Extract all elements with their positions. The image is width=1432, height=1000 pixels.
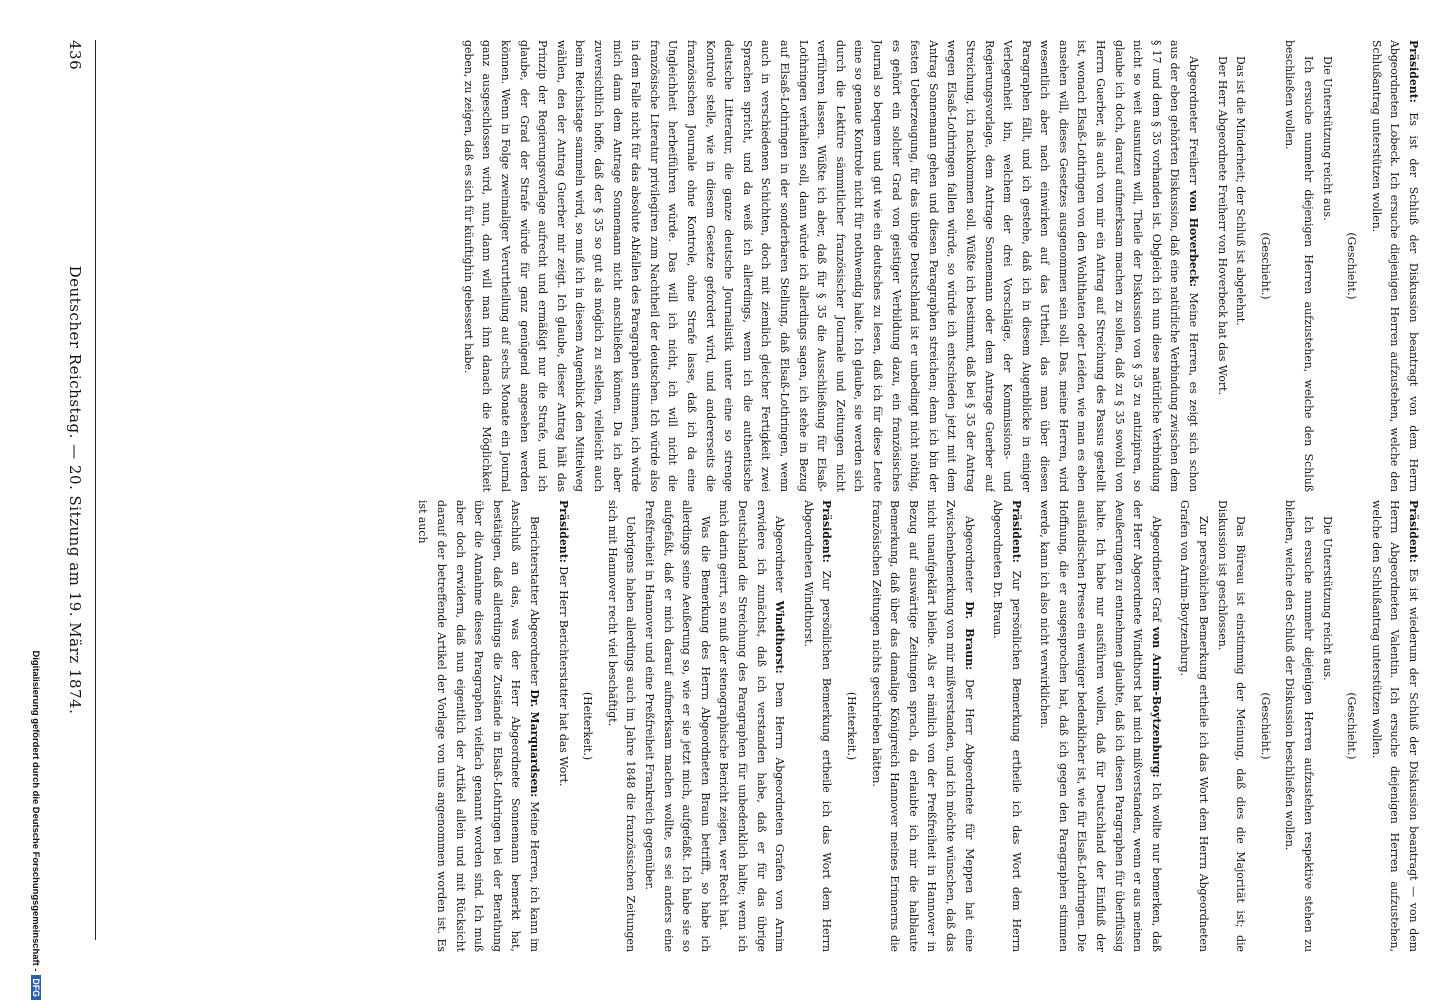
speech-text: Das Büreau ist einstimmig der Meinung, daß dies die Majorität ist; die Diskussion ist geschlossen. — [1215, 500, 1248, 952]
speech-text: Zur persönlichen Bemerkung ertheile ich das Wort dem Herrn Abgeordneten Windthorst. — [801, 500, 834, 952]
speech-paragraph — [798, 500, 835, 952]
speaker-title: Abgeordneter Graf — [1149, 516, 1163, 622]
speaker-title: Abgeordneter Freiherr — [1187, 56, 1201, 185]
speech-text: Das ist die Minderheit; der Schluß ist abgelehnt. — [1234, 56, 1248, 326]
speaker-name: Präsident: — [820, 500, 834, 563]
speaker-name: Dr. Braun: — [962, 601, 976, 671]
rotated-page-scan — [22, 0, 1432, 1000]
speech-text: Meine Herren, es zeigt sich schon aus der eben gehörten Diskussion, daß eine natürliche Verbindung zwischen dem § 17 und dem § 35 vorhanden ist. Obgleich ich nun diese natürliche Verbindung nicht so weit ausnutzen will, Theile der Diskussion von § 35 zu antizipiren, so glaube ich doch, darauf aufmerksam machen zu sollen, daß zu § 35 sowohl von Herrn Guerber, als auch von mir ein Antrag auf Streichung des Passus gestellt ist, wonach Elsaß-Lothringen von den Wohlthaten oder Leiden, wie man es eben ansehen will, dieses Gesetzes ausgenommen sein soll. Das, meine Herren, wird wesentlich aber nach einwirken auf das Urtheil, das man über diesen Paragraphen fällt, und ich gestehe, daß ich in diesem Augenblicke in einiger Verlegenheit bin, welchem der drei Vorschläge, der Kommissions- und Regierungsvorlage, dem Antrage Sonnemann oder dem Antrage Guerber auf Streichung, ich nachkommen soll. Wüßte ich bestimmt, daß bei § 35 der Antrag wegen Elsaß-Lothringen fallen würde, so würde ich entschieden jetzt mit dem Antrag Sonnemann gehen und diesen Paragraphen streichen; denn ich bin der festen Ueberzeugung, für das übrige Deutschland ist er unbedingt nicht nöthig, es gehört ein solcher Grad von geistiger Verbildung dazu, ein französisches Journal so bequem und gut wie ein deutsches zu lesen, daß ich für diese Leute eine so genaue Kontrole nicht für nothwendig halte. Ich glaube, sie werden sich durch die Lektüre sämmtlicher französischer Journale und Zeitungen nicht verführen lassen. Wüßte ich aber, daß für § 35 die Ausschließung für Elsaß-Lothringen verhalten soll, dann würde ich allerdings sagen, ich stehe in Bezug auf Elsaß-Lothringen in der sonderbaren Stellung, daß Elsaß-Lothringen, wenn auch in verschiedenen Schichten, doch mit ziemlich gleicher Fertigkeit zwei Sprachen spricht, und da weiß ich allerdings, wenn ich die authentische deutsche Litteratur, die ganze deutsche Journalistik unter eine so strenge Kontrole stelle, wie in diesem Gesetze gefordert wird, und andererseits die französischen Journale ohne Kontrole, ohne Strafe lasse, daß ich da eine Ungleichheit herbeiführen würde. Das will ich nicht, ich will nicht die französische Literatur privilegiren zum Nachtheil der deutschen. Ich würde also in dem Falle nicht für das absolute Abfallen des Paragraphen stimmen, ich würde mich dann dem Antrage Sonnemann nicht anschließen können. Da ich aber zuversichtlich hoffe, daß der § 35 so gut als möglich zu stellen, vielleicht auch beim Reichstage sammeln wird, so muß ich in diesem Augenblick den Mittelweg wählen, den der Antrag Guerber mir zeigt. Ich glaube, dieser Antrag hält das Prinzip der Regierungsvorlage aufrecht und ermäßigt nur die Strafe, und ich glaube, der Grad der Strafe würde für ganz genügend angesehen werden können. Wenn in Folge zweimaliger Verurtheilung auf sechs Monate ein Journal ganz ausgeschlossen wird, nun, dann will man ihm danach die Möglichkeit geben, zu zeigen, daß es sich für künftighin gebessert habe. — [461, 40, 1201, 492]
speech-paragraph — [458, 40, 1202, 492]
stage-direction: (Heiterkeit.) — [844, 691, 858, 761]
speech-paragraph — [1035, 500, 1165, 952]
speech-text: Der Herr Abgeordnete für Meppen hat eine Zwischenbemerkung von mir mißverstanden, und ich möchte wünschen, daß das nicht unaufgeklärt bleibe. Als er nämlich von der Preßfreiheit in Hannover in Bezug auf auswärtige Zeitungen sprach, da erlaubte ich mir die halblaute Bemerkung, daß über das damalige Königreich Hannover meines Erinnerns die französischen Zeitungen nichts geschrieben hätten. — [869, 500, 976, 952]
speech-text: Uebrigens haben allerdings auch im Jahre 1848 die französischen Zeitungen sich mit Hannover recht viel beschäftigt. — [605, 500, 638, 952]
speech-text: Zur persönlichen Bemerkung ertheile ich das Wort dem Herrn Abgeordneten Dr. Braun. — [991, 500, 1023, 952]
text-column-right — [104, 500, 1422, 952]
speech-paragraph — [866, 500, 978, 952]
speech-text: Die Unterstützung reicht aus. — [1320, 516, 1334, 681]
speaker-title: Berichterstatter Abgeordneter — [528, 516, 542, 686]
speech-text: Meine Herren, ich kann im Anschluß an das, was der Herr Abgeordnete Sonnemann bemerkt hat, bestätigen, daß allerdings die Zustände in Elsaß-Lothringen bei der Berathung über die Annahme dieses Paragraphen vielfach genannt worden sind. Ich muß aber doch erwidern, daß nun eigentlich der Artikel allein und mit Rücksicht darauf der betreffende Artikel der Vorlage von uns angenommen worden ist. Es ist auch — [416, 500, 542, 952]
speech-text: Ich ersuche nunmehr diejenigen Herren aufzustehen, welche den Schluß beschließen wollen. — [1283, 40, 1316, 492]
stage-direction: (Geschieht.) — [1345, 232, 1359, 300]
speech-text: Es ist wiederum der Schluß der Diskussion beantragt — von dem Herrn Abgeordneten Valentin. Ich ersuche diejenigen Herren aufzustehen, welche den Schlußantrag unterstützen wollen. — [1369, 500, 1420, 952]
speech-paragraph — [413, 500, 543, 952]
speaker-name: von Arnim-Boytzenburg: — [1149, 626, 1163, 778]
speech-text: Der Herr Berichterstatter hat das Wort. — [556, 566, 570, 787]
running-header — [56, 40, 92, 940]
speech-text: Der Herr Abgeordnete Freiherr von Hoverbeck hat das Wort. — [1215, 56, 1229, 395]
speech-text: Es ist der Schluß der Diskussion beantragt von dem Herrn Abgeordneten Lobeck. Ich ersuche diejenigen Herren aufzustehen, welche den Schlußantrag unterstützen wollen. — [1369, 40, 1420, 492]
speech-text: Ich ersuche nunmehr diejenigen Herren aufzustehen respektive stehen zu bleiben, welche den Schluß der Diskussion beschließen wollen. — [1283, 500, 1316, 952]
speaker-name: Dr. Marquardsen: — [528, 689, 542, 798]
page-number: 436 — [66, 40, 84, 71]
speech-text: Dem Herrn Abgeordneten Grafen von Arnim erwidere ich zunächst, daß ich verstanden habe, daß er für das übrige Deutschland die Streichung des Paragraphen für unbedenklich halte; wenn ich mich darin geirrt, so muß der stenographische Bericht zeigen, wer Recht hat. — [717, 500, 787, 952]
speaker-name: Präsident: — [556, 500, 570, 563]
speaker-name: von Hoverbeck: — [1187, 190, 1201, 288]
credit-text: Digitalisierung gefördert durch die Deutsche Forschungsgemeinschaft - — [31, 650, 42, 972]
stage-direction: (Heiterkeit.) — [581, 691, 595, 761]
running-title: Deutscher Reichstag. — 20. Sitzung am 19. März 1874. — [66, 265, 84, 715]
stage-direction: (Geschieht.) — [1258, 692, 1272, 760]
speaker-name: Präsident: — [1407, 40, 1420, 103]
speaker-name: Präsident: — [1009, 500, 1023, 563]
speech-paragraph — [1366, 40, 1422, 492]
digitization-credit — [26, 0, 42, 1000]
speaker-title: Abgeordneter — [773, 516, 787, 593]
speech-paragraph — [1366, 500, 1422, 952]
speech-text: Die Unterstützung reicht aus. — [1320, 56, 1334, 221]
dfg-logo: DFG — [31, 975, 41, 1000]
speaker-name: Präsident: — [1407, 500, 1420, 563]
speech-paragraph — [988, 500, 1025, 952]
stage-direction: (Geschieht.) — [1258, 232, 1272, 300]
speech-text: Zur persönlichen Bemerkung ertheile ich das Wort dem Herrn Abgeordneten Grafen von Arnim-Boytzenburg. — [1178, 500, 1211, 952]
speech-paragraph — [714, 500, 788, 952]
header-rule — [95, 40, 96, 940]
text-column-left — [104, 40, 1422, 492]
speaker-name: Windthorst: — [773, 600, 787, 674]
speech-paragraph — [553, 500, 572, 952]
speech-text: Ich wollte nur bemerken, daß der Herr Abgeordnete Windthorst hat mich mißverstanden, wenn er aus meinen Aeußerungen zu entnehmen glaubte, daß ich diesen Paragraphen für überflüssig halte. Ich habe nur ausführen wollen, daß für Deutschland der Einfluß der ausländischen Presse ein weniger bedenklicher ist, wie für Elsaß-Lothringen. Die Hoffnung, die er ausgesprochen hat, daß ich gegen den Paragraphen stimmen werde, kann ich also nicht verwirklichen. — [1038, 500, 1163, 952]
stage-direction: (Geschieht.) — [1345, 692, 1359, 760]
speech-text: Was die Bemerkung des Herrn Abgeordneten Braun betrifft, so habe ich allerdings seine Aeußerung so, wie er sie jetzt mich, aufgefaßt. Ich habe sie so aufgefaßt, daß er mich darauf aufmerksam machen wollte, es sei anders eine Preßfreiheit in Hannover und eine Preßfreiheit Frankreich gegenüber. — [643, 500, 712, 952]
speaker-title: Abgeordneter — [962, 516, 976, 593]
